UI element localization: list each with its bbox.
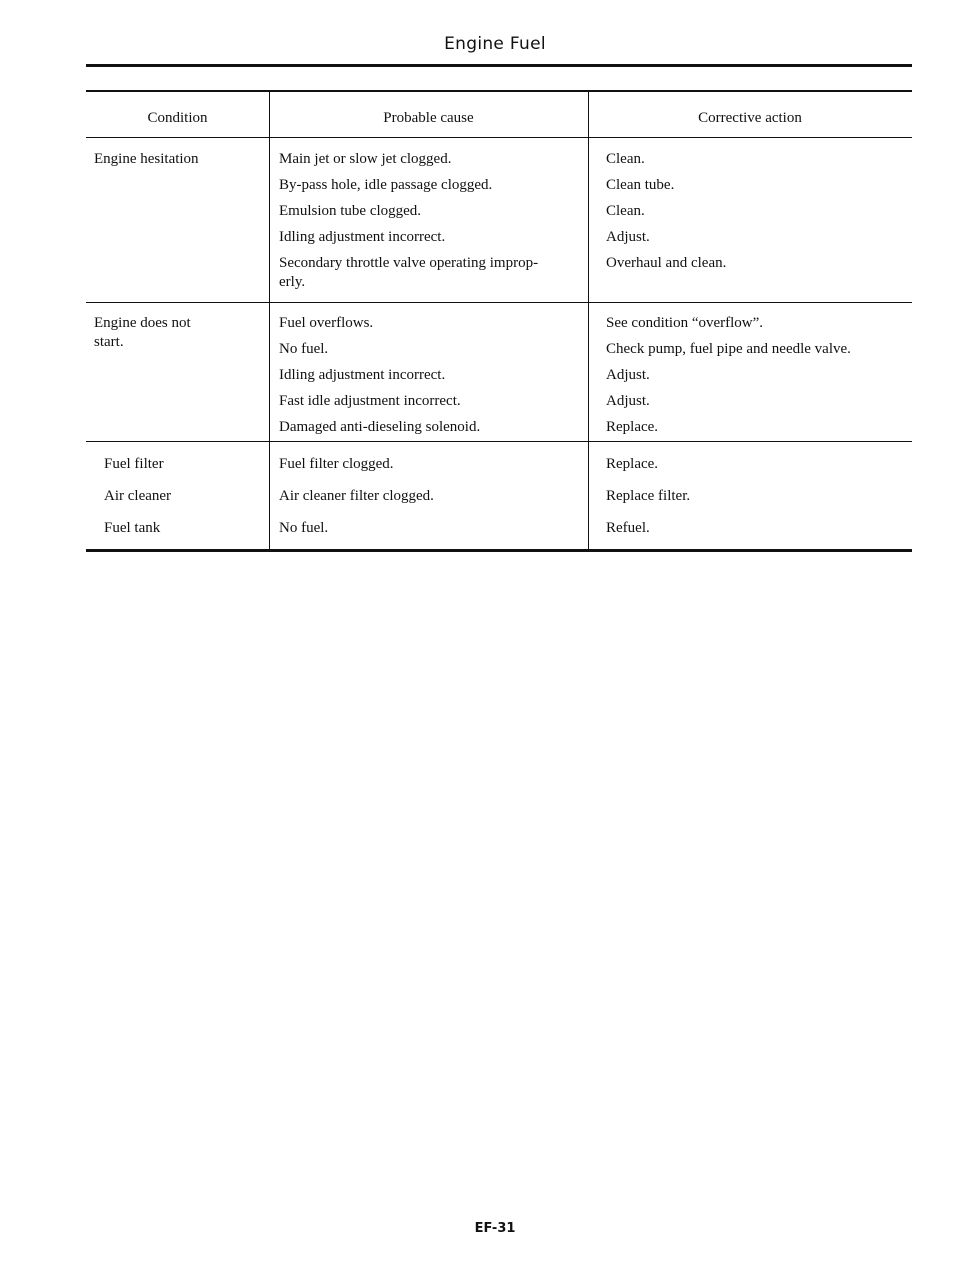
- troubleshooting-table: [86, 90, 912, 552]
- cause-cell: No fuel.: [279, 520, 329, 536]
- cause-cell: Fuel overflows.: [279, 315, 374, 331]
- action-cell: Check pump, fuel pipe and needle valve.: [606, 341, 851, 357]
- action-cell: Clean.: [606, 203, 645, 219]
- action-cell: See condition “overflow”.: [606, 315, 764, 331]
- condition-cell: Engine does not start.: [94, 315, 191, 350]
- cause-cell: Fuel filter clogged.: [279, 456, 394, 472]
- title-rule: [86, 64, 912, 67]
- action-cell: Clean.: [606, 151, 645, 167]
- condition-cell: Air cleaner: [104, 488, 172, 504]
- action-cell: Clean tube.: [606, 177, 675, 193]
- group-divider: [86, 441, 912, 442]
- action-cell: Replace.: [606, 456, 659, 472]
- cause-cell: Fast idle adjustment incorrect.: [279, 393, 461, 409]
- group-divider: [86, 302, 912, 303]
- action-cell: Replace filter.: [606, 488, 691, 504]
- cause-cell: Damaged anti-dieseling solenoid.: [279, 419, 481, 435]
- cause-cell: Idling adjustment incorrect.: [279, 229, 446, 245]
- header-divider: [86, 137, 912, 138]
- cause-cell: No fuel.: [279, 341, 329, 357]
- column-header-probable-cause: Probable cause: [383, 110, 474, 126]
- column-divider: [269, 92, 270, 549]
- cause-cell: Idling adjustment incorrect.: [279, 367, 446, 383]
- cause-cell: By-pass hole, idle passage clogged.: [279, 177, 493, 193]
- column-header-condition: Condition: [147, 110, 208, 126]
- cause-cell: Air cleaner filter clogged.: [279, 488, 434, 504]
- condition-cell: Fuel tank: [104, 520, 161, 536]
- column-divider: [588, 92, 589, 549]
- cause-cell: Main jet or slow jet clogged.: [279, 151, 452, 167]
- condition-cell: Engine hesitation: [94, 151, 199, 167]
- cause-cell: Secondary throttle valve operating improp- erly.: [279, 255, 539, 290]
- cause-cell: Emulsion tube clogged.: [279, 203, 422, 219]
- action-cell: Adjust.: [606, 393, 650, 409]
- action-cell: Replace.: [606, 419, 659, 435]
- action-cell: Adjust.: [606, 229, 650, 245]
- action-cell: Adjust.: [606, 367, 650, 383]
- page-number: EF-31: [474, 1221, 516, 1236]
- condition-cell: Fuel filter: [104, 456, 164, 472]
- action-cell: Refuel.: [606, 520, 650, 536]
- action-cell: Overhaul and clean.: [606, 255, 727, 271]
- column-header-corrective-action: Corrective action: [698, 110, 802, 126]
- page-title: Engine Fuel: [444, 34, 546, 54]
